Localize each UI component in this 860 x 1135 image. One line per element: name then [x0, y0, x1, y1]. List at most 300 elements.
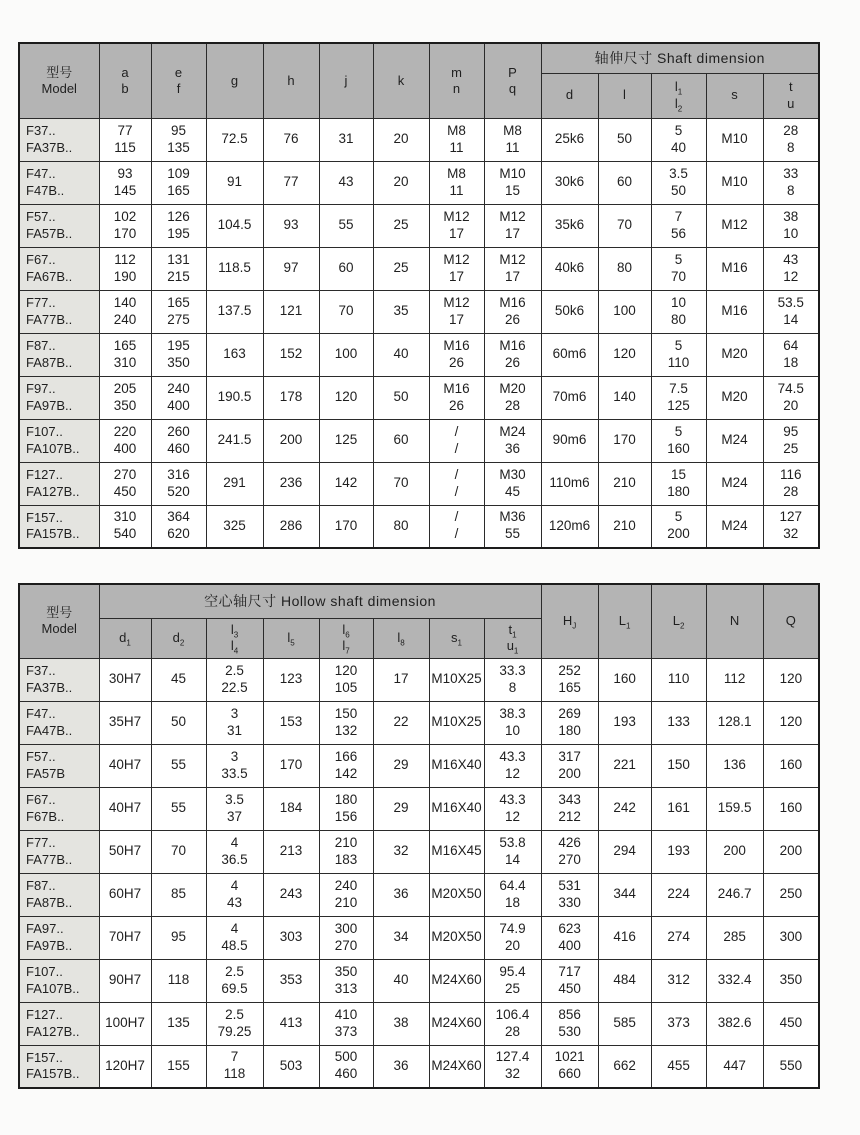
value-cell: 210 — [598, 462, 651, 505]
value-cell: 241.5 — [206, 419, 263, 462]
value-cell: 455 — [651, 1045, 706, 1088]
value-cell: 447 — [706, 1045, 763, 1088]
value-cell: 350 313 — [319, 959, 373, 1002]
value-cell: M24X60 — [429, 1045, 484, 1088]
table-row — [19, 290, 819, 333]
table-row — [19, 204, 819, 247]
value-cell: 40 — [373, 959, 429, 1002]
value-cell: M10 — [706, 161, 763, 204]
value-cell: 120H7 — [99, 1045, 151, 1088]
model-cell: F77.. FA77B.. — [19, 290, 99, 333]
value-cell: 585 — [598, 1002, 651, 1045]
column-header: a b — [99, 43, 151, 118]
value-cell: 77 115 — [99, 118, 151, 161]
model-cell: F37.. FA37B.. — [19, 118, 99, 161]
value-cell: 193 — [651, 830, 706, 873]
value-cell: 76 — [263, 118, 319, 161]
model-cell: F67.. FA67B.. — [19, 247, 99, 290]
value-cell: M10 — [706, 118, 763, 161]
model-cell: F37.. FA37B.. — [19, 658, 99, 701]
model-cell: F57.. FA57B.. — [19, 204, 99, 247]
value-cell: 25 — [373, 204, 429, 247]
model-column-header: 型号 Model — [19, 584, 99, 658]
value-cell: 416 — [598, 916, 651, 959]
value-cell: 35k6 — [541, 204, 598, 247]
table-row — [19, 1045, 819, 1088]
model-cell: F107.. FA107B.. — [19, 959, 99, 1002]
value-cell: 426 270 — [541, 830, 598, 873]
value-cell: 170 — [598, 419, 651, 462]
value-cell: M20 28 — [484, 376, 541, 419]
value-cell: 35H7 — [99, 701, 151, 744]
value-cell: 316 520 — [151, 462, 206, 505]
table-row — [19, 505, 819, 548]
value-cell: M16X40 — [429, 787, 484, 830]
value-cell: 40 — [373, 333, 429, 376]
hollow-shaft-dimension-table — [18, 583, 820, 1089]
value-cell: 364 620 — [151, 505, 206, 548]
value-cell: 64 18 — [763, 333, 819, 376]
value-cell: 95 25 — [763, 419, 819, 462]
value-cell: 15 180 — [651, 462, 706, 505]
value-cell: 200 — [706, 830, 763, 873]
value-cell: 110m6 — [541, 462, 598, 505]
value-cell: 7 118 — [206, 1045, 263, 1088]
model-cell: F157.. FA157B.. — [19, 505, 99, 548]
value-cell: 3.5 50 — [651, 161, 706, 204]
model-cell: F57.. FA57B — [19, 744, 99, 787]
value-cell: 33.3 8 — [484, 658, 541, 701]
value-cell: 50 — [151, 701, 206, 744]
value-cell: 36 — [373, 873, 429, 916]
column-header: $d_2$ — [151, 618, 206, 658]
value-cell: 150 132 — [319, 701, 373, 744]
value-cell: 160 — [763, 787, 819, 830]
value-cell: 178 — [263, 376, 319, 419]
value-cell: 95.4 25 — [484, 959, 541, 1002]
value-cell: 116 28 — [763, 462, 819, 505]
value-cell: 126 195 — [151, 204, 206, 247]
value-cell: 120 105 — [319, 658, 373, 701]
value-cell: 140 240 — [99, 290, 151, 333]
value-cell: 373 — [651, 1002, 706, 1045]
value-cell: 118.5 — [206, 247, 263, 290]
value-cell: 153 — [263, 701, 319, 744]
value-cell: M36 55 — [484, 505, 541, 548]
value-cell: 121 — [263, 290, 319, 333]
value-cell: 120 — [763, 701, 819, 744]
value-cell: 36 — [373, 1045, 429, 1088]
value-cell: M30 45 — [484, 462, 541, 505]
value-cell: 193 — [598, 701, 651, 744]
value-cell: M24 36 — [484, 419, 541, 462]
value-cell: M8 11 — [484, 118, 541, 161]
table-row — [19, 744, 819, 787]
value-cell: 5 40 — [651, 118, 706, 161]
value-cell: 50H7 — [99, 830, 151, 873]
value-cell: 205 350 — [99, 376, 151, 419]
value-cell: 80 — [598, 247, 651, 290]
value-cell: 224 — [651, 873, 706, 916]
value-cell: 450 — [763, 1002, 819, 1045]
value-cell: 159.5 — [706, 787, 763, 830]
value-cell: 112 — [706, 658, 763, 701]
value-cell: 70 — [319, 290, 373, 333]
value-cell: 140 — [598, 376, 651, 419]
value-cell: 550 — [763, 1045, 819, 1088]
value-cell: 45 — [151, 658, 206, 701]
value-cell: 70 — [373, 462, 429, 505]
model-column-header: 型号 Model — [19, 43, 99, 118]
value-cell: 33 8 — [763, 161, 819, 204]
value-cell: 161 — [651, 787, 706, 830]
column-header: $l_1$ $l_2$ — [651, 73, 706, 118]
table-row — [19, 1002, 819, 1045]
value-cell: 55 — [151, 787, 206, 830]
value-cell: 60 — [373, 419, 429, 462]
value-cell: M20X50 — [429, 873, 484, 916]
value-cell: 382.6 — [706, 1002, 763, 1045]
column-header: j — [319, 43, 373, 118]
value-cell: 50 — [373, 376, 429, 419]
value-cell: 717 450 — [541, 959, 598, 1002]
table-row — [19, 701, 819, 744]
value-cell: 70m6 — [541, 376, 598, 419]
table-row — [19, 658, 819, 701]
value-cell: 236 — [263, 462, 319, 505]
value-cell: 200 — [763, 830, 819, 873]
value-cell: 190.5 — [206, 376, 263, 419]
value-cell: 531 330 — [541, 873, 598, 916]
value-cell: 5 110 — [651, 333, 706, 376]
value-cell: 29 — [373, 787, 429, 830]
value-cell: 102 170 — [99, 204, 151, 247]
value-cell: 300 — [763, 916, 819, 959]
value-cell: / / — [429, 505, 484, 548]
value-cell: 100H7 — [99, 1002, 151, 1045]
value-cell: M10 15 — [484, 161, 541, 204]
value-cell: 106.4 28 — [484, 1002, 541, 1045]
value-cell: 70 — [151, 830, 206, 873]
value-cell: 303 — [263, 916, 319, 959]
value-cell: 25 — [373, 247, 429, 290]
value-cell: 252 165 — [541, 658, 598, 701]
value-cell: 500 460 — [319, 1045, 373, 1088]
value-cell: 240 400 — [151, 376, 206, 419]
value-cell: 221 — [598, 744, 651, 787]
value-cell: 38 — [373, 1002, 429, 1045]
model-cell: F47.. F47B.. — [19, 161, 99, 204]
value-cell: 350 — [763, 959, 819, 1002]
value-cell: 353 — [263, 959, 319, 1002]
model-cell: FA97.. FA97B.. — [19, 916, 99, 959]
value-cell: 25k6 — [541, 118, 598, 161]
value-cell: 90m6 — [541, 419, 598, 462]
value-cell: 210 183 — [319, 830, 373, 873]
value-cell: M20 — [706, 333, 763, 376]
value-cell: 133 — [651, 701, 706, 744]
value-cell: M16X45 — [429, 830, 484, 873]
value-cell: 22 — [373, 701, 429, 744]
model-cell: F157.. FA157B.. — [19, 1045, 99, 1088]
value-cell: 300 270 — [319, 916, 373, 959]
value-cell: M16X40 — [429, 744, 484, 787]
value-cell: 53.5 14 — [763, 290, 819, 333]
value-cell: 4 48.5 — [206, 916, 263, 959]
value-cell: 274 — [651, 916, 706, 959]
column-header: l — [598, 73, 651, 118]
value-cell: 40k6 — [541, 247, 598, 290]
value-cell: 55 — [151, 744, 206, 787]
model-cell: F97.. FA97B.. — [19, 376, 99, 419]
value-cell: 410 373 — [319, 1002, 373, 1045]
value-cell: 110 — [651, 658, 706, 701]
value-cell: 112 190 — [99, 247, 151, 290]
value-cell: 85 — [151, 873, 206, 916]
value-cell: M24 — [706, 462, 763, 505]
column-header: $l_8$ — [373, 618, 429, 658]
value-cell: 100 — [598, 290, 651, 333]
table-row — [19, 787, 819, 830]
value-cell: 3.5 37 — [206, 787, 263, 830]
value-cell: 40H7 — [99, 787, 151, 830]
value-cell: 91 — [206, 161, 263, 204]
value-cell: 155 — [151, 1045, 206, 1088]
value-cell: 20 — [373, 161, 429, 204]
model-cell: F77.. FA77B.. — [19, 830, 99, 873]
value-cell: 137.5 — [206, 290, 263, 333]
column-header: N — [706, 584, 763, 658]
value-cell: 1021 660 — [541, 1045, 598, 1088]
value-cell: M12 17 — [429, 247, 484, 290]
column-header: Q — [763, 584, 819, 658]
value-cell: 285 — [706, 916, 763, 959]
value-cell: / / — [429, 462, 484, 505]
value-cell: / / — [429, 419, 484, 462]
value-cell: 123 — [263, 658, 319, 701]
column-header: $l_5$ — [263, 618, 319, 658]
value-cell: 136 — [706, 744, 763, 787]
value-cell: 109 165 — [151, 161, 206, 204]
value-cell: 80 — [373, 505, 429, 548]
column-header: s — [706, 73, 763, 118]
value-cell: 325 — [206, 505, 263, 548]
value-cell: 30k6 — [541, 161, 598, 204]
value-cell: M16 — [706, 290, 763, 333]
value-cell: 317 200 — [541, 744, 598, 787]
column-header: P q — [484, 43, 541, 118]
value-cell: 34 — [373, 916, 429, 959]
table-row — [19, 161, 819, 204]
value-cell: 97 — [263, 247, 319, 290]
value-cell: 7 56 — [651, 204, 706, 247]
value-cell: 5 200 — [651, 505, 706, 548]
value-cell: 43.3 12 — [484, 787, 541, 830]
value-cell: M16 — [706, 247, 763, 290]
value-cell: 160 — [763, 744, 819, 787]
value-cell: 312 — [651, 959, 706, 1002]
value-cell: M8 11 — [429, 118, 484, 161]
value-cell: 128.1 — [706, 701, 763, 744]
value-cell: 35 — [373, 290, 429, 333]
value-cell: 7.5 125 — [651, 376, 706, 419]
value-cell: 170 — [319, 505, 373, 548]
value-cell: 163 — [206, 333, 263, 376]
model-cell: F87.. FA87B.. — [19, 333, 99, 376]
value-cell: 95 — [151, 916, 206, 959]
value-cell: 120m6 — [541, 505, 598, 548]
value-cell: 135 — [151, 1002, 206, 1045]
value-cell: 5 70 — [651, 247, 706, 290]
value-cell: M24 — [706, 419, 763, 462]
value-cell: 4 36.5 — [206, 830, 263, 873]
column-header: $s_1$ — [429, 618, 484, 658]
value-cell: 343 212 — [541, 787, 598, 830]
value-cell: 332.4 — [706, 959, 763, 1002]
value-cell: 74.9 20 — [484, 916, 541, 959]
value-cell: 40H7 — [99, 744, 151, 787]
value-cell: 60 — [319, 247, 373, 290]
shaft-dimension-table — [18, 42, 820, 549]
value-cell: M16 26 — [429, 376, 484, 419]
value-cell: 503 — [263, 1045, 319, 1088]
value-cell: 344 — [598, 873, 651, 916]
value-cell: M12 17 — [429, 290, 484, 333]
table-row — [19, 419, 819, 462]
value-cell: 484 — [598, 959, 651, 1002]
value-cell: 38 10 — [763, 204, 819, 247]
value-cell: 165 275 — [151, 290, 206, 333]
value-cell: 127 32 — [763, 505, 819, 548]
column-header: $d_1$ — [99, 618, 151, 658]
table-row — [19, 916, 819, 959]
value-cell: 3 33.5 — [206, 744, 263, 787]
value-cell: 623 400 — [541, 916, 598, 959]
value-cell: M20X50 — [429, 916, 484, 959]
value-cell: 120 — [763, 658, 819, 701]
value-cell: 55 — [319, 204, 373, 247]
value-cell: 95 135 — [151, 118, 206, 161]
value-cell: 28 8 — [763, 118, 819, 161]
model-cell: F107.. FA107B.. — [19, 419, 99, 462]
value-cell: 2.5 22.5 — [206, 658, 263, 701]
value-cell: 60H7 — [99, 873, 151, 916]
value-cell: 50 — [598, 118, 651, 161]
value-cell: 31 — [319, 118, 373, 161]
value-cell: 3 31 — [206, 701, 263, 744]
column-header: e f — [151, 43, 206, 118]
value-cell: 2.5 69.5 — [206, 959, 263, 1002]
value-cell: M12 17 — [484, 204, 541, 247]
table-row — [19, 118, 819, 161]
value-cell: 131 215 — [151, 247, 206, 290]
value-cell: 2.5 79.25 — [206, 1002, 263, 1045]
value-cell: 243 — [263, 873, 319, 916]
value-cell: 20 — [373, 118, 429, 161]
value-cell: 269 180 — [541, 701, 598, 744]
table-row — [19, 830, 819, 873]
value-cell: 250 — [763, 873, 819, 916]
column-header: $H_J$ — [541, 584, 598, 658]
value-cell: 270 450 — [99, 462, 151, 505]
column-header: g — [206, 43, 263, 118]
value-cell: 4 43 — [206, 873, 263, 916]
table-row — [19, 333, 819, 376]
value-cell: 220 400 — [99, 419, 151, 462]
value-cell: 60 — [598, 161, 651, 204]
value-cell: 294 — [598, 830, 651, 873]
value-cell: 246.7 — [706, 873, 763, 916]
value-cell: 152 — [263, 333, 319, 376]
value-cell: 38.3 10 — [484, 701, 541, 744]
table-row — [19, 462, 819, 505]
value-cell: 120 — [319, 376, 373, 419]
value-cell: 180 156 — [319, 787, 373, 830]
value-cell: 72.5 — [206, 118, 263, 161]
value-cell: 150 — [651, 744, 706, 787]
value-cell: 64.4 18 — [484, 873, 541, 916]
value-cell: M16 26 — [484, 333, 541, 376]
value-cell: 662 — [598, 1045, 651, 1088]
value-cell: M12 17 — [484, 247, 541, 290]
value-cell: 53.8 14 — [484, 830, 541, 873]
value-cell: 413 — [263, 1002, 319, 1045]
value-cell: 70H7 — [99, 916, 151, 959]
value-cell: M10X25 — [429, 658, 484, 701]
value-cell: 213 — [263, 830, 319, 873]
column-header: d — [541, 73, 598, 118]
value-cell: 260 460 — [151, 419, 206, 462]
value-cell: 43 — [319, 161, 373, 204]
table-row — [19, 247, 819, 290]
group-header: 空心轴尺寸 Hollow shaft dimension — [99, 584, 541, 618]
value-cell: 93 — [263, 204, 319, 247]
value-cell: 118 — [151, 959, 206, 1002]
column-header: t u — [763, 73, 819, 118]
value-cell: M20 — [706, 376, 763, 419]
value-cell: 30H7 — [99, 658, 151, 701]
value-cell: 291 — [206, 462, 263, 505]
value-cell: 29 — [373, 744, 429, 787]
column-header: $L_1$ — [598, 584, 651, 658]
column-header: k — [373, 43, 429, 118]
value-cell: 160 — [598, 658, 651, 701]
value-cell: M12 17 — [429, 204, 484, 247]
value-cell: 60m6 — [541, 333, 598, 376]
value-cell: 210 — [598, 505, 651, 548]
group-header: 轴伸尺寸 Shaft dimension — [541, 43, 819, 73]
column-header: m n — [429, 43, 484, 118]
model-cell: F47.. FA47B.. — [19, 701, 99, 744]
value-cell: 166 142 — [319, 744, 373, 787]
value-cell: 43 12 — [763, 247, 819, 290]
value-cell: 242 — [598, 787, 651, 830]
model-cell: F87.. FA87B.. — [19, 873, 99, 916]
model-cell: F127.. FA127B.. — [19, 1002, 99, 1045]
value-cell: 142 — [319, 462, 373, 505]
value-cell: M24X60 — [429, 959, 484, 1002]
value-cell: 70 — [598, 204, 651, 247]
table-row — [19, 873, 819, 916]
table-row — [19, 959, 819, 1002]
value-cell: 200 — [263, 419, 319, 462]
model-cell: F127.. FA127B.. — [19, 462, 99, 505]
value-cell: 17 — [373, 658, 429, 701]
value-cell: 127.4 32 — [484, 1045, 541, 1088]
value-cell: 195 350 — [151, 333, 206, 376]
value-cell: 104.5 — [206, 204, 263, 247]
table-row — [19, 376, 819, 419]
